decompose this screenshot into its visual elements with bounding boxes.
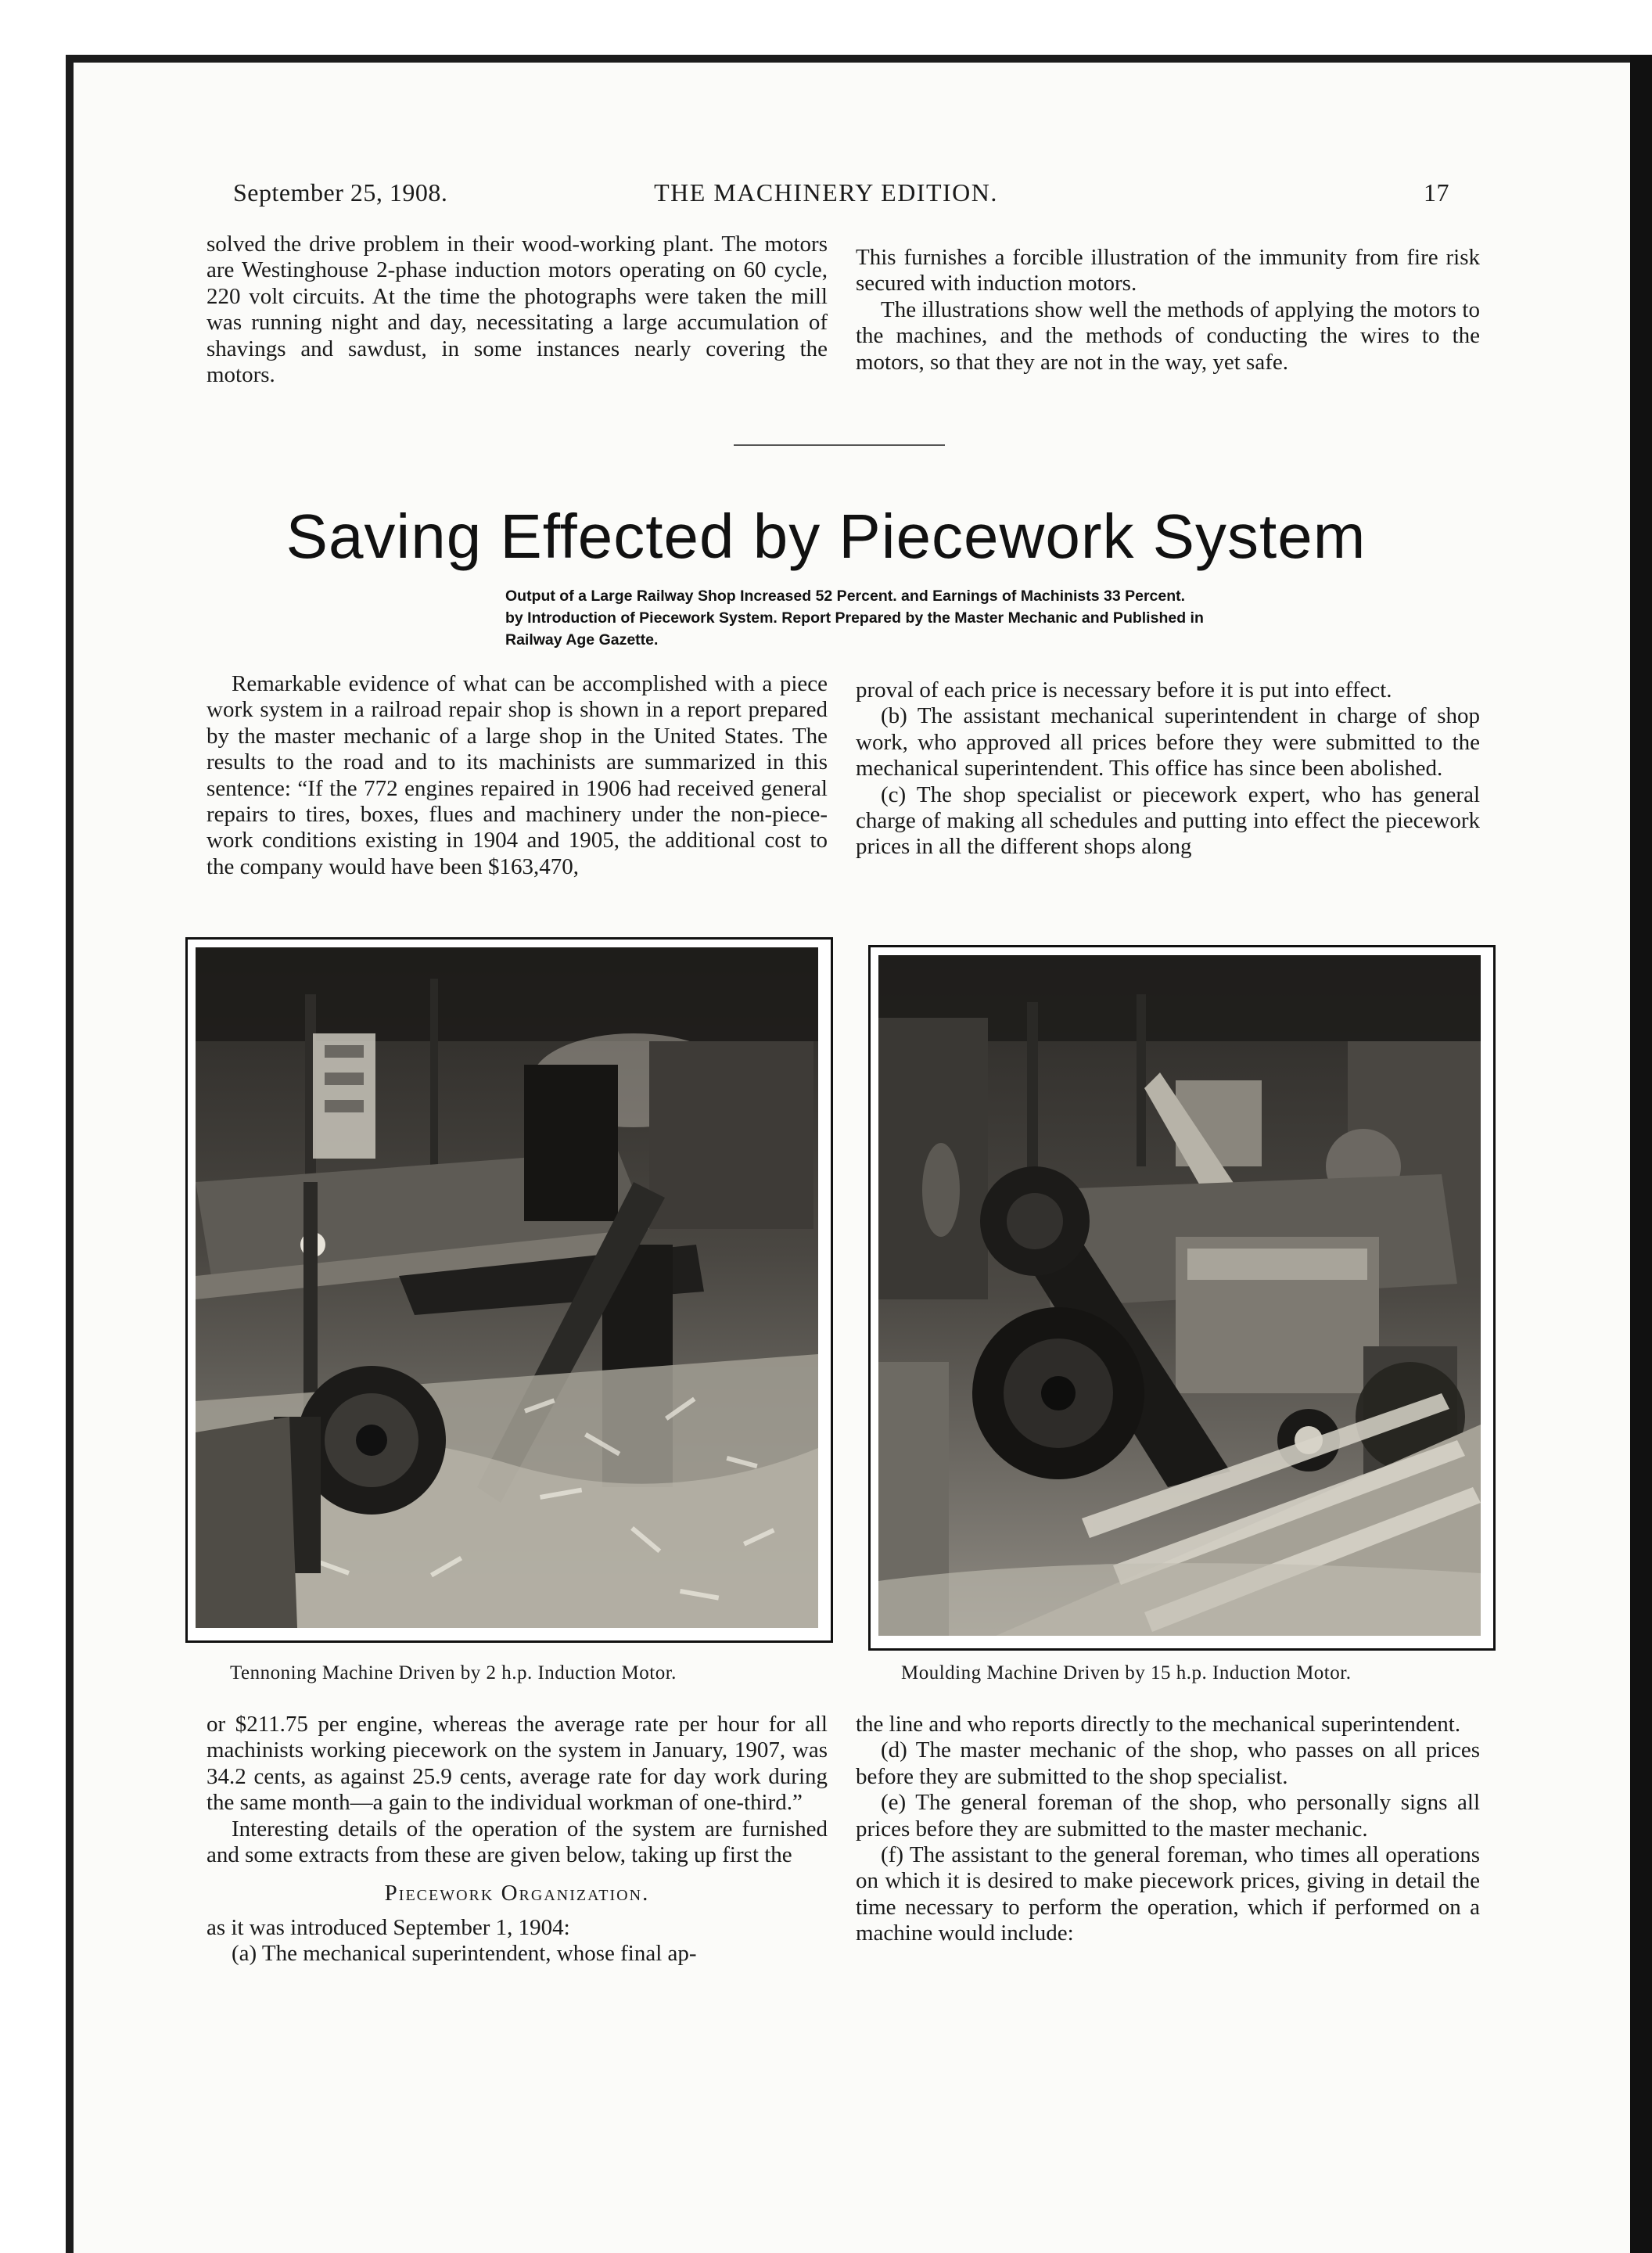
paragraph: Interesting details of the operation of the system are furnished and some extracts from these are given below, taking up first the xyxy=(206,1816,828,1868)
paragraph: (d) The master mechanic of the shop, who passes on all prices before they are submitted to the shop specialist. xyxy=(856,1737,1480,1789)
paragraph: (e) The general foreman of the shop, who personally signs all prices before they are submitted to the master mechanic. xyxy=(856,1790,1480,1842)
paragraph: (c) The shop specialist or piecework expert, who has general charge of making all schedules and putting into effect the piecework prices in all the different shops along xyxy=(856,782,1480,860)
photo-caption-left: Tennoning Machine Driven by 2 h.p. Induction Motor. xyxy=(230,1662,677,1683)
paragraph: (f) The assistant to the general foreman, who times all operations on which it is desired to make piecework prices, giving in detail the time necessary to perform the operation, which if performed on a machine would include: xyxy=(856,1842,1480,1946)
article-right-column-top xyxy=(856,677,1480,861)
article-left-column-top xyxy=(206,671,828,880)
paragraph: (b) The assistant mechanical superintendent in charge of shop work, who approved all prices before they were submitted to the mechanical superintendent. This office has since been abolished. xyxy=(856,703,1480,782)
photo-moulding-machine-image xyxy=(878,955,1481,1636)
article-left-column-bottom xyxy=(206,1712,828,1967)
section-divider-rule xyxy=(734,444,945,446)
photo-tenoning-machine xyxy=(185,937,833,1643)
scan-page-edge-left xyxy=(66,55,74,2253)
photo-caption-right: Moulding Machine Driven by 15 h.p. Induction Motor. xyxy=(901,1662,1352,1683)
top-left-column xyxy=(206,232,828,388)
photo-tenoning-machine-image xyxy=(196,947,818,1628)
header-page-number: 17 xyxy=(1424,178,1449,207)
paragraph: the line and who reports directly to the mechanical superintendent. xyxy=(856,1712,1461,1737)
paragraph: This furnishes a forcible illustration of the immunity from fire risk secured with induction motors. xyxy=(856,245,1480,296)
paragraph: as it was introduced September 1, 1904: xyxy=(206,1914,570,1940)
paragraph: (a) The mechanical superintendent, whose final ap- xyxy=(232,1941,697,1967)
scan-page-edge-top xyxy=(74,55,1630,63)
section-subheading: Piecework Organization. xyxy=(384,1881,650,1906)
photo-moulding-machine xyxy=(868,945,1496,1651)
paragraph: proval of each price is necessary before it is put into effect. xyxy=(856,677,1392,702)
top-right-column xyxy=(856,245,1480,376)
paragraph: solved the drive problem in their wood-working plant. The motors are Westinghouse 2-phase induction motors operating on 60 cycle, 220 volt circuits. At the time the photographs were taken the mill was running night and day, necessitating a large accumulation of shavings and sawdust, in some instances nearly covering the motors. xyxy=(206,232,828,388)
header-date: September 25, 1908. xyxy=(233,178,448,207)
paragraph: or $211.75 per engine, whereas the average rate per hour for all machinists working piecework on the system in January, 1907, was 34.2 cents, as against 25.9 cents, average rate for day work during the same month—a gain to the individual workman of one-third.” xyxy=(206,1712,828,1816)
paragraph: The illustrations show well the methods of applying the motors to the machines, and the methods of conducting the wires to the motors, so that they are not in the way, yet safe. xyxy=(856,296,1480,375)
article-right-column-bottom xyxy=(856,1712,1480,1947)
scan-page-edge-right xyxy=(1630,55,1652,2253)
paragraph: Remarkable evidence of what can be accomplished with a piece work system in a railroad repair shop is shown in a report prepared by the master mechanic of a large shop in the United States. The results to the road and to its machinists are summarized in this sentence: “If the 772 engines repaired in 1906 had received general repairs to tires, boxes, flues and machinery under the non-piece-work conditions existing in 1904 and 1905, the additional cost to the company would have been $163,470, xyxy=(206,671,828,879)
article-headline: Saving Effected by Piecework System xyxy=(286,501,1366,571)
header-publication-title: THE MACHINERY EDITION. xyxy=(654,178,998,207)
article-deck: Output of a Large Railway Shop Increased 52 Percent. and Earnings of Machinists 33 Percent. by Introduction of Piecework System. Report Prepared by the Master Mechanic and Published in Railway Age Gazette. xyxy=(505,588,1204,649)
scan-left-margin xyxy=(0,0,66,2253)
